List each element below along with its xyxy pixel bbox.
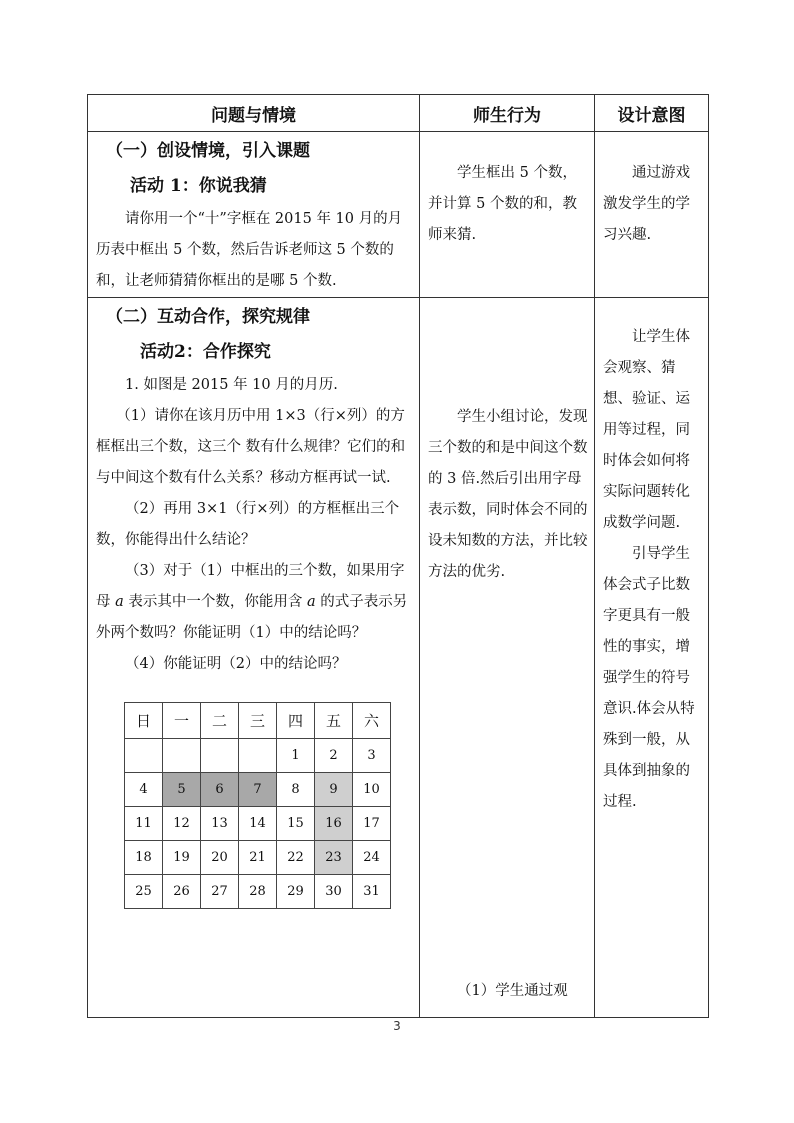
section2-intent-2: 引导学生体会式子比数字更具有一般性的事实，增强学生的符号意识.体会从特殊到一般，从具体到抽象的过程.: [603, 546, 695, 811]
weekday-cell: 三: [239, 703, 277, 739]
section1-intent-cell: [595, 132, 709, 298]
section1-activity: 活动 1：你说我猜: [130, 176, 267, 197]
day-cell: 8: [277, 773, 315, 807]
day-cell-highlighted-column: 9: [315, 773, 353, 807]
day-cell: 30: [315, 875, 353, 909]
day-cell: 22: [277, 841, 315, 875]
day-cell: 29: [277, 875, 315, 909]
section2-behavior-continued: （1）学生通过观: [457, 983, 568, 1000]
variable-a: a: [306, 594, 316, 611]
section2-activity: 活动2：合作探究: [140, 342, 271, 363]
weekday-cell: 四: [277, 703, 315, 739]
header-row: [88, 95, 709, 132]
day-cell: 26: [163, 875, 201, 909]
section2-intent-1: 让学生体会观察、猜想、验证、运用等过程，同时体会如何将实际问题转化成数学问题.: [603, 329, 690, 532]
day-cell: 11: [125, 807, 163, 841]
section1-row: [88, 132, 709, 298]
question-4: （4）你能证明（2）中的结论吗？: [125, 656, 347, 673]
day-cell: 15: [277, 807, 315, 841]
calendar-table: [124, 702, 391, 909]
day-cell: 3: [353, 739, 391, 773]
section2-row: [88, 298, 709, 1018]
calendar-week-row: [125, 841, 391, 875]
section2-behavior: 学生小组讨论，发现三个数的和是中间这个数的 3 倍.然后引出用字母表示数，同时体会不同的设未知数的方法，并比较方法的优劣.: [428, 409, 588, 581]
weekday-cell: 六: [353, 703, 391, 739]
page-number: 3: [393, 1019, 401, 1033]
weekday-cell: 一: [163, 703, 201, 739]
section1-heading: （一）创设情境，引入课题: [106, 141, 310, 162]
day-cell: 10: [353, 773, 391, 807]
day-cell: 4: [125, 773, 163, 807]
calendar-weekday-row: [125, 703, 391, 739]
header-intent: 设计意图: [595, 95, 709, 132]
day-cell: 17: [353, 807, 391, 841]
day-cell: 12: [163, 807, 201, 841]
calendar-week-row: [125, 739, 391, 773]
day-cell-highlighted-column: 23: [315, 841, 353, 875]
header-situation: 问题与情境: [88, 95, 420, 132]
day-cell-highlighted-column: 16: [315, 807, 353, 841]
section2-behavior-cell: [420, 298, 595, 1018]
day-cell: 31: [353, 875, 391, 909]
section1-intent: 通过游戏激发学生的学习兴趣.: [603, 165, 690, 244]
day-cell: 2: [315, 739, 353, 773]
question-2: （2）再用 3×1（行×列）的方框框出三个数，你能得出什么结论？: [96, 501, 400, 549]
calendar-wrapper: [96, 702, 413, 909]
day-cell: 24: [353, 841, 391, 875]
question-3: [96, 556, 413, 649]
weekday-cell: 日: [125, 703, 163, 739]
section2-situation-cell: [88, 298, 420, 1018]
weekday-cell: 五: [315, 703, 353, 739]
question-3-part-c: 的式子表示另外两个数吗？你能证明（1）中的结论吗？: [96, 594, 408, 642]
question-3-part-b: 表示其中一个数，你能用含: [123, 594, 307, 611]
day-cell-highlighted-row: 6: [201, 773, 239, 807]
day-cell: 27: [201, 875, 239, 909]
section2-intent-cell: [595, 298, 709, 1018]
day-cell: [125, 739, 163, 773]
day-cell: 1: [277, 739, 315, 773]
question-1: （1）请你在该月历中用 1×3（行×列）的方框框出三个数，这三个 数有什么规律？它们的和与中间这个数有什么关系？移动方框再试一试.: [96, 408, 406, 487]
header-behavior: 师生行为: [420, 95, 595, 132]
calendar-week-row: [125, 807, 391, 841]
lesson-plan-table: [87, 94, 709, 1018]
day-cell: 20: [201, 841, 239, 875]
day-cell: 28: [239, 875, 277, 909]
section2-intro: 1. 如图是 2015 年 10 月的月历.: [125, 377, 338, 394]
day-cell: 21: [239, 841, 277, 875]
calendar-week-row: [125, 773, 391, 807]
day-cell: [201, 739, 239, 773]
day-cell: [163, 739, 201, 773]
calendar-week-row: [125, 875, 391, 909]
weekday-cell: 二: [201, 703, 239, 739]
day-cell: 19: [163, 841, 201, 875]
day-cell: 25: [125, 875, 163, 909]
section1-situation-cell: [88, 132, 420, 298]
section1-text: 请你用一个“十”字框在 2015 年 10 月的月历表中框出 5 个数，然后告诉老师这 5 个数的和，让老师猜猜你框出的是哪 5 个数.: [96, 211, 403, 290]
day-cell-highlighted-row: 7: [239, 773, 277, 807]
day-cell: [239, 739, 277, 773]
day-cell: 14: [239, 807, 277, 841]
section2-heading: （二）互动合作，探究规律: [106, 307, 310, 328]
day-cell-highlighted-row: 5: [163, 773, 201, 807]
section1-behavior: 学生框出 5 个数，并计算 5 个数的和，教师来猜.: [428, 165, 577, 244]
day-cell: 18: [125, 841, 163, 875]
variable-a: a: [115, 594, 124, 611]
question-3-part-a: （3）对于（1）中框出的三个数，如果用字母: [96, 563, 405, 611]
section1-behavior-cell: [420, 132, 595, 298]
day-cell: 13: [201, 807, 239, 841]
